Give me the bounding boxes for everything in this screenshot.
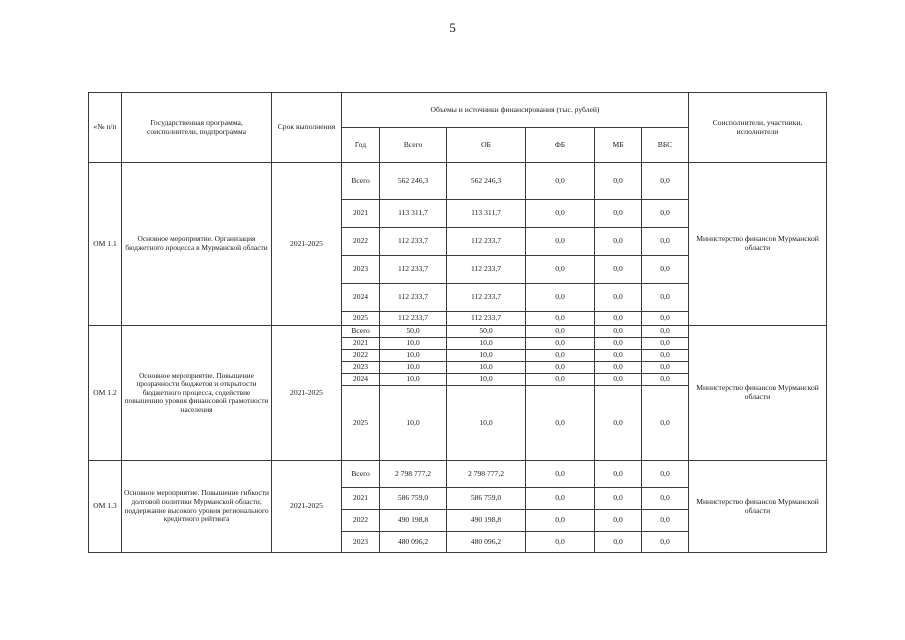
- row-number: ОМ 1.3: [89, 461, 122, 553]
- cell-total: 562 246,3: [380, 163, 447, 200]
- cell-ob: 112 233,7: [447, 284, 526, 312]
- cell-year: 2025: [342, 312, 380, 326]
- cell-vbs: 0,0: [642, 374, 689, 386]
- cell-year: 2023: [342, 256, 380, 284]
- row-executor: Министерство финансов Мурманской области: [689, 163, 827, 326]
- cell-total: 10,0: [380, 374, 447, 386]
- cell-total: 10,0: [380, 362, 447, 374]
- cell-vbs: 0,0: [642, 461, 689, 488]
- cell-year: 2021: [342, 488, 380, 510]
- row-number: ОМ 1.1: [89, 163, 122, 326]
- cell-mb: 0,0: [595, 532, 642, 553]
- cell-total: 112 233,7: [380, 284, 447, 312]
- cell-ob: 490 198,8: [447, 510, 526, 532]
- cell-total: 112 233,7: [380, 256, 447, 284]
- cell-vbs: 0,0: [642, 256, 689, 284]
- row-executor: Министерство финансов Мурманской области: [689, 461, 827, 553]
- cell-year: 2023: [342, 532, 380, 553]
- cell-year: 2022: [342, 510, 380, 532]
- table-row: [89, 461, 827, 488]
- cell-vbs: 0,0: [642, 338, 689, 350]
- cell-fb: 0,0: [526, 200, 595, 228]
- cell-ob: 2 798 777,2: [447, 461, 526, 488]
- header-program: Государственная программа, соисполнители, подпрограмма: [122, 93, 272, 163]
- cell-vbs: 0,0: [642, 228, 689, 256]
- cell-fb: 0,0: [526, 228, 595, 256]
- cell-year: 2024: [342, 284, 380, 312]
- cell-mb: 0,0: [595, 461, 642, 488]
- cell-ob: 112 233,7: [447, 312, 526, 326]
- cell-vbs: 0,0: [642, 284, 689, 312]
- header-num: «№ п/п: [89, 93, 122, 163]
- cell-mb: 0,0: [595, 256, 642, 284]
- cell-ob: 10,0: [447, 350, 526, 362]
- table-row: [89, 163, 827, 200]
- cell-fb: 0,0: [526, 326, 595, 338]
- cell-mb: 0,0: [595, 326, 642, 338]
- table-row: [89, 326, 827, 338]
- cell-ob: 10,0: [447, 362, 526, 374]
- cell-total: 113 311,7: [380, 200, 447, 228]
- cell-fb: 0,0: [526, 350, 595, 362]
- cell-fb: 0,0: [526, 386, 595, 461]
- row-term: 2021-2025: [272, 163, 342, 326]
- cell-vbs: 0,0: [642, 163, 689, 200]
- cell-mb: 0,0: [595, 488, 642, 510]
- cell-fb: 0,0: [526, 312, 595, 326]
- cell-total: 112 233,7: [380, 312, 447, 326]
- cell-ob: 10,0: [447, 338, 526, 350]
- row-term: 2021-2025: [272, 461, 342, 553]
- cell-mb: 0,0: [595, 228, 642, 256]
- cell-fb: 0,0: [526, 362, 595, 374]
- cell-total: 490 198,8: [380, 510, 447, 532]
- cell-ob: 10,0: [447, 386, 526, 461]
- cell-ob: 480 096,2: [447, 532, 526, 553]
- cell-mb: 0,0: [595, 350, 642, 362]
- cell-total: 50,0: [380, 326, 447, 338]
- cell-year: 2024: [342, 374, 380, 386]
- cell-year: 2021: [342, 200, 380, 228]
- cell-vbs: 0,0: [642, 488, 689, 510]
- cell-total: 10,0: [380, 350, 447, 362]
- cell-ob: 112 233,7: [447, 256, 526, 284]
- cell-ob: 10,0: [447, 374, 526, 386]
- cell-total: 10,0: [380, 386, 447, 461]
- cell-mb: 0,0: [595, 284, 642, 312]
- cell-fb: 0,0: [526, 374, 595, 386]
- header-total: Всего: [380, 128, 447, 163]
- cell-mb: 0,0: [595, 200, 642, 228]
- cell-mb: 0,0: [595, 510, 642, 532]
- header-fb: ФБ: [526, 128, 595, 163]
- cell-ob: 586 759,0: [447, 488, 526, 510]
- cell-mb: 0,0: [595, 386, 642, 461]
- cell-vbs: 0,0: [642, 200, 689, 228]
- header-mb: МБ: [595, 128, 642, 163]
- cell-total: 480 096,2: [380, 532, 447, 553]
- cell-total: 2 798 777,2: [380, 461, 447, 488]
- row-number: ОМ 1.2: [89, 326, 122, 461]
- header-funding: Объемы и источники финансирования (тыс. рублей): [342, 93, 689, 128]
- cell-ob: 113 311,7: [447, 200, 526, 228]
- cell-total: 10,0: [380, 338, 447, 350]
- header-term: Срок выполнения: [272, 93, 342, 163]
- row-term: 2021-2025: [272, 326, 342, 461]
- cell-vbs: 0,0: [642, 326, 689, 338]
- cell-year: 2023: [342, 362, 380, 374]
- cell-year: Всего: [342, 163, 380, 200]
- cell-year: 2025: [342, 386, 380, 461]
- cell-mb: 0,0: [595, 338, 642, 350]
- cell-ob: 50,0: [447, 326, 526, 338]
- cell-fb: 0,0: [526, 256, 595, 284]
- cell-vbs: 0,0: [642, 532, 689, 553]
- cell-total: 586 759,0: [380, 488, 447, 510]
- cell-vbs: 0,0: [642, 362, 689, 374]
- cell-fb: 0,0: [526, 488, 595, 510]
- page-number: 5: [449, 20, 456, 35]
- header-executors: Соисполнители, участники, исполнители: [689, 93, 827, 163]
- header-vbs: ВБС: [642, 128, 689, 163]
- cell-year: 2022: [342, 228, 380, 256]
- row-program-name: Основное мероприятие. Организация бюджетного процесса в Мурманской области: [122, 163, 272, 326]
- cell-mb: 0,0: [595, 374, 642, 386]
- cell-vbs: 0,0: [642, 386, 689, 461]
- cell-vbs: 0,0: [642, 350, 689, 362]
- cell-ob: 112 233,7: [447, 228, 526, 256]
- cell-mb: 0,0: [595, 362, 642, 374]
- cell-year: Всего: [342, 461, 380, 488]
- cell-year: Всего: [342, 326, 380, 338]
- cell-fb: 0,0: [526, 284, 595, 312]
- row-program-name: Основное мероприятие. Повышение гибкости долговой политики Мурманской области, поддержание высокого уровня регионального кредитного рейтинга: [122, 461, 272, 553]
- cell-fb: 0,0: [526, 461, 595, 488]
- row-executor: Министерство финансов Мурманской области: [689, 326, 827, 461]
- cell-mb: 0,0: [595, 312, 642, 326]
- cell-vbs: 0,0: [642, 312, 689, 326]
- cell-total: 112 233,7: [380, 228, 447, 256]
- cell-ob: 562 246,3: [447, 163, 526, 200]
- table-body: [89, 163, 827, 553]
- cell-fb: 0,0: [526, 510, 595, 532]
- header-ob: ОБ: [447, 128, 526, 163]
- cell-mb: 0,0: [595, 163, 642, 200]
- row-program-name: Основное мероприятие. Повышение прозрачности бюджетов и открытости бюджетного процесса, содействие повышению уровня финансовой грамотности населения: [122, 326, 272, 461]
- cell-fb: 0,0: [526, 163, 595, 200]
- header-year: Год: [342, 128, 380, 163]
- cell-fb: 0,0: [526, 338, 595, 350]
- cell-fb: 0,0: [526, 532, 595, 553]
- financing-table: [88, 92, 827, 553]
- cell-year: 2021: [342, 338, 380, 350]
- cell-vbs: 0,0: [642, 510, 689, 532]
- cell-year: 2022: [342, 350, 380, 362]
